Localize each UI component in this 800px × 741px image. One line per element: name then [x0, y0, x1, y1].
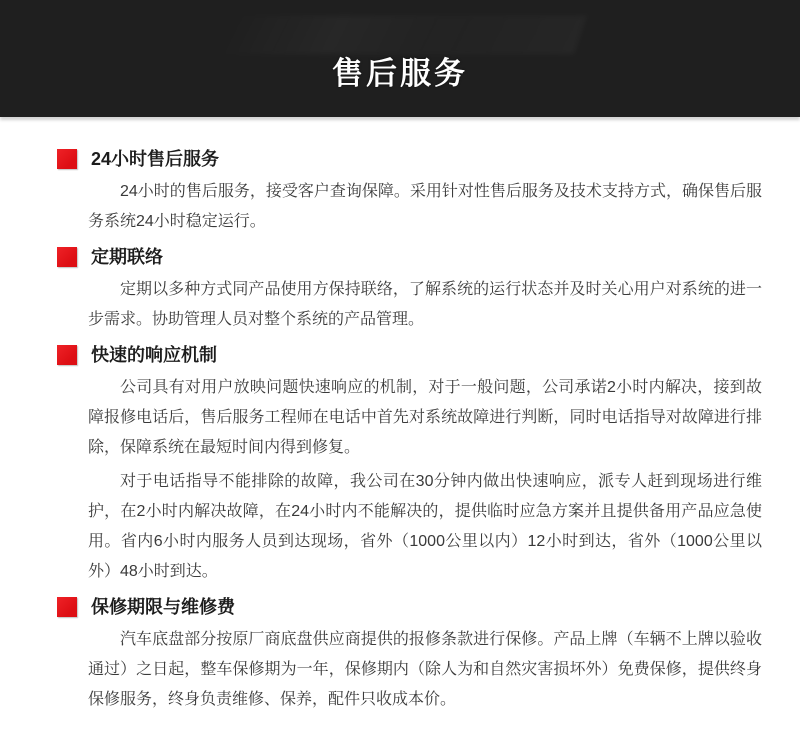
- section-heading: 24小时售后服务: [91, 149, 220, 169]
- section-paragraph: 24小时的售后服务，接受客户查询保障。采用针对性售后服务及技术支持方式，确保售后服务系统24小时稳定运行。: [88, 183, 762, 230]
- red-square-bullet-icon: [57, 149, 77, 169]
- section-heading: 保修期限与维修费: [91, 597, 235, 617]
- section-24h-service: [57, 147, 762, 237]
- after-sales-content: [0, 117, 800, 715]
- section-heading-row: [57, 245, 762, 269]
- section-warranty-terms: [57, 595, 762, 715]
- red-square-bullet-icon: [57, 247, 77, 267]
- section-rapid-response: [57, 343, 762, 587]
- section-paragraph: 定期以多种方式同产品使用方保持联络，了解系统的运行状态并及时关心用户对系统的进一步需求。协助管理人员对整个系统的产品管理。: [88, 281, 762, 328]
- section-heading-row: [57, 147, 762, 171]
- section-paragraph: 公司具有对用户放映问题快速响应的机制，对于一般问题，公司承诺2小时内解决，接到故障报修电话后，售后服务工程师在电话中首先对系统故障进行判断，同时电话指导对故障进行排除，保障系统在最短时间内得到修复。: [88, 379, 762, 456]
- red-square-bullet-icon: [57, 345, 77, 365]
- page-title: 售后服务: [332, 56, 468, 91]
- section-paragraph: 汽车底盘部分按原厂商底盘供应商提供的报修条款进行保修。产品上牌（车辆不上牌以验收通过）之日起，整车保修期为一年，保修期内（除人为和自然灾害损坏外）免费保修，提供终身保修服务，终身负责维修、保养，配件只收成本价。: [88, 631, 762, 708]
- section-heading: 快速的响应机制: [91, 345, 217, 365]
- red-square-bullet-icon: [57, 597, 77, 617]
- section-heading-row: [57, 595, 762, 619]
- section-regular-contact: [57, 245, 762, 335]
- page-banner: [0, 0, 800, 117]
- section-heading: 定期联络: [91, 247, 163, 267]
- section-paragraph: 对于电话指导不能排除的故障，我公司在30分钟内做出快速响应，派专人赶到现场进行维护，在2小时内解决故障，在24小时内不能解决的，提供临时应急方案并且提供备用产品应急使用。省内6小时内服务人员到达现场，省外（1000公里以内）12小时到达，省外（1000公里以外）48小时到达。: [88, 473, 762, 580]
- section-heading-row: [57, 343, 762, 367]
